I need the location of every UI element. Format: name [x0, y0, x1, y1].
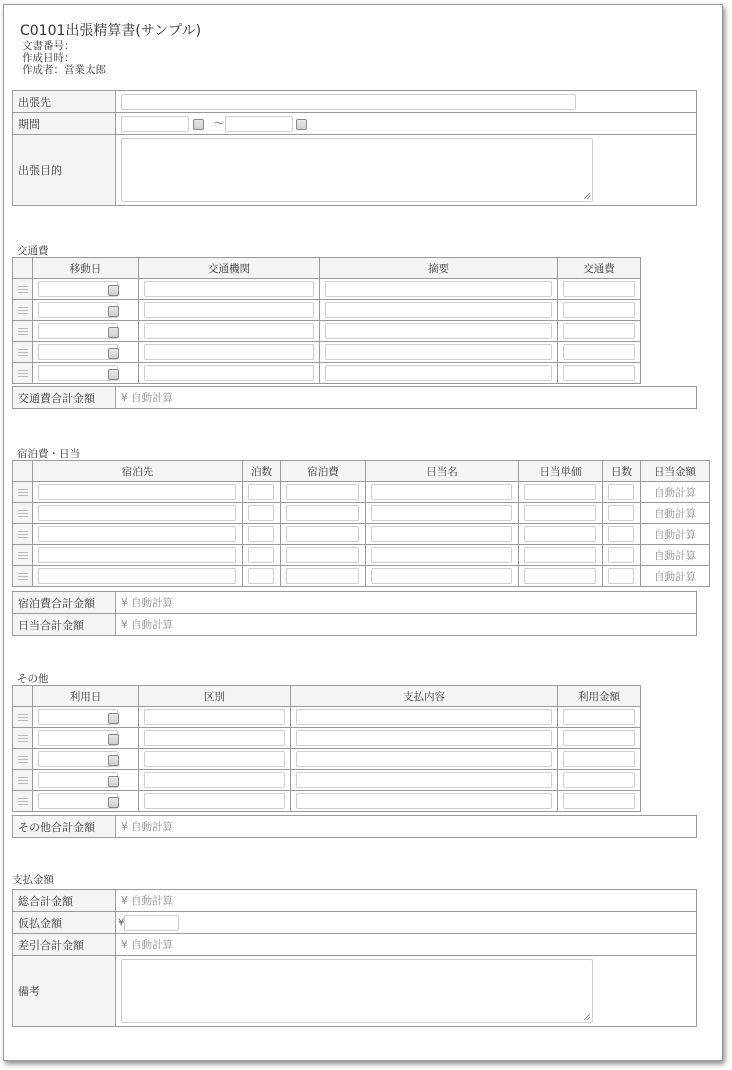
advance-input[interactable] — [124, 915, 179, 931]
period-end-input[interactable] — [225, 116, 293, 132]
input-cell — [366, 503, 519, 524]
lodging-total-value: ¥ 自動計算 — [116, 592, 697, 614]
text-input[interactable] — [608, 547, 634, 563]
text-input[interactable] — [371, 526, 512, 542]
date-cell — [33, 342, 139, 363]
grand-total-label: 総合計金額 — [13, 890, 116, 912]
column-header: 利用日 — [33, 686, 139, 707]
text-input[interactable] — [524, 526, 596, 542]
advance-label: 仮払金額 — [13, 912, 116, 934]
destination-input[interactable] — [121, 94, 576, 110]
text-input[interactable] — [608, 484, 634, 500]
text-input[interactable] — [144, 344, 314, 360]
created-at-label: 作成日時： — [22, 52, 75, 64]
allowance-amount-cell: 自動計算 — [641, 566, 710, 587]
table-row — [13, 342, 641, 363]
input-cell — [139, 770, 291, 791]
input-cell — [139, 749, 291, 770]
date-input[interactable] — [38, 730, 118, 746]
row-drag-handle[interactable] — [13, 300, 33, 321]
text-input[interactable] — [248, 526, 274, 542]
date-cell — [33, 728, 139, 749]
text-input[interactable] — [144, 709, 285, 725]
other-total-table — [12, 815, 697, 838]
text-input[interactable] — [144, 323, 314, 339]
input-cell — [243, 503, 281, 524]
calendar-icon[interactable] — [108, 306, 119, 317]
text-input[interactable] — [325, 302, 552, 318]
input-cell — [558, 707, 641, 728]
trip-info-table — [12, 90, 697, 206]
table-row — [13, 321, 641, 342]
text-input[interactable] — [248, 547, 274, 563]
text-input[interactable] — [563, 365, 635, 381]
transport-header-handle — [13, 258, 33, 279]
drag-handle-icon — [18, 286, 28, 293]
drag-handle-icon — [18, 756, 28, 763]
text-input[interactable] — [608, 526, 634, 542]
text-input[interactable] — [371, 484, 512, 500]
period-label: 期間 — [13, 113, 116, 135]
text-input[interactable] — [144, 365, 314, 381]
column-header: 宿泊先 — [33, 461, 243, 482]
input-cell — [139, 321, 320, 342]
input-cell — [243, 524, 281, 545]
text-input[interactable] — [296, 772, 552, 788]
table-row — [13, 524, 710, 545]
calendar-icon[interactable] — [108, 369, 119, 380]
allowance-total-value: ¥ 自動計算 — [116, 614, 697, 636]
input-cell — [366, 524, 519, 545]
drag-handle-icon — [18, 714, 28, 721]
transport-total-table — [12, 386, 697, 409]
input-cell — [366, 566, 519, 587]
input-cell — [558, 300, 641, 321]
column-header: 支払内容 — [291, 686, 558, 707]
column-header: 移動日 — [33, 258, 139, 279]
text-input[interactable] — [563, 344, 635, 360]
date-input[interactable] — [38, 751, 118, 767]
input-cell — [33, 482, 243, 503]
column-header: 交通費 — [558, 258, 641, 279]
text-input[interactable] — [296, 751, 552, 767]
input-cell — [291, 707, 558, 728]
text-input[interactable] — [371, 505, 512, 521]
text-input[interactable] — [524, 484, 596, 500]
column-header: 日当単価 — [519, 461, 603, 482]
calendar-icon[interactable] — [296, 119, 307, 130]
text-input[interactable] — [38, 484, 236, 500]
row-drag-handle[interactable] — [13, 503, 33, 524]
calendar-icon[interactable] — [108, 797, 119, 808]
text-input[interactable] — [286, 484, 359, 500]
text-input[interactable] — [563, 793, 635, 809]
column-header: 摘要 — [320, 258, 558, 279]
input-cell — [558, 279, 641, 300]
drag-handle-icon — [18, 489, 28, 496]
other-section-title: その他 — [17, 673, 49, 685]
calendar-icon[interactable] — [108, 327, 119, 338]
row-drag-handle[interactable] — [13, 545, 33, 566]
other-table — [12, 685, 641, 812]
input-cell — [558, 342, 641, 363]
input-cell — [366, 545, 519, 566]
purpose-label: 出張目的 — [13, 135, 116, 206]
row-drag-handle[interactable] — [13, 279, 33, 300]
column-header: 日当金額 — [641, 461, 710, 482]
date-cell — [33, 749, 139, 770]
payment-section-title: 支払金額 — [12, 874, 54, 886]
drag-handle-icon — [18, 328, 28, 335]
input-cell — [281, 524, 366, 545]
author-label: 作成者：営業太郎 — [22, 64, 106, 76]
transport-total-value: ¥ 自動計算 — [116, 387, 697, 409]
net-total-value: ¥ 自動計算 — [116, 934, 697, 956]
date-cell — [33, 707, 139, 728]
allowance-amount-cell: 自動計算 — [641, 482, 710, 503]
input-cell — [139, 342, 320, 363]
date-cell — [33, 279, 139, 300]
date-input[interactable] — [38, 344, 118, 360]
input-cell — [139, 279, 320, 300]
input-cell — [320, 363, 558, 384]
text-input[interactable] — [286, 505, 359, 521]
row-drag-handle[interactable] — [13, 770, 33, 791]
column-header: 日当名 — [366, 461, 519, 482]
date-cell — [33, 791, 139, 812]
other-header-handle — [13, 686, 33, 707]
text-input[interactable] — [144, 751, 285, 767]
input-cell — [558, 749, 641, 770]
transport-total-label: 交通費合計金額 — [13, 387, 116, 409]
drag-handle-icon — [18, 735, 28, 742]
drag-handle-icon — [18, 552, 28, 559]
lodging-section-title: 宿泊費・日当 — [17, 448, 80, 460]
page-title: C0101出張精算書(サンプル) — [20, 23, 202, 39]
purpose-textarea[interactable] — [121, 138, 593, 202]
input-cell — [291, 749, 558, 770]
text-input[interactable] — [286, 547, 359, 563]
input-cell — [320, 321, 558, 342]
date-input[interactable] — [38, 323, 118, 339]
input-cell — [33, 524, 243, 545]
text-input[interactable] — [371, 568, 512, 584]
date-input[interactable] — [38, 365, 118, 381]
drag-handle-icon — [18, 510, 28, 517]
input-cell — [291, 728, 558, 749]
calendar-icon[interactable] — [108, 734, 119, 745]
lodging-total-label: 宿泊費合計金額 — [13, 592, 116, 614]
calendar-icon[interactable] — [108, 776, 119, 787]
table-row — [13, 279, 641, 300]
text-input[interactable] — [248, 484, 274, 500]
date-input[interactable] — [38, 281, 118, 297]
date-input[interactable] — [38, 793, 118, 809]
input-cell — [519, 503, 603, 524]
remarks-textarea[interactable] — [121, 959, 593, 1023]
resize-handle-icon[interactable] — [584, 1014, 590, 1020]
destination-label: 出張先 — [13, 91, 116, 113]
input-cell — [291, 770, 558, 791]
allowance-amount-cell: 自動計算 — [641, 545, 710, 566]
table-row — [13, 749, 641, 770]
input-cell — [243, 566, 281, 587]
input-cell — [243, 545, 281, 566]
text-input[interactable] — [248, 505, 274, 521]
table-row — [13, 791, 641, 812]
calendar-icon[interactable] — [108, 348, 119, 359]
input-cell — [519, 545, 603, 566]
text-input[interactable] — [563, 302, 635, 318]
drag-handle-icon — [18, 573, 28, 580]
text-input[interactable] — [325, 281, 552, 297]
text-input[interactable] — [248, 568, 274, 584]
table-row — [13, 300, 641, 321]
input-cell — [603, 545, 641, 566]
period-start-input[interactable] — [121, 116, 189, 132]
input-cell — [33, 545, 243, 566]
input-cell — [603, 482, 641, 503]
calendar-icon[interactable] — [108, 713, 119, 724]
text-input[interactable] — [563, 772, 635, 788]
row-drag-handle[interactable] — [13, 728, 33, 749]
other-total-value: ¥ 自動計算 — [116, 816, 697, 838]
transport-table — [12, 257, 641, 384]
table-row — [13, 707, 641, 728]
row-drag-handle[interactable] — [13, 749, 33, 770]
net-total-label: 差引合計金額 — [13, 934, 116, 956]
table-row — [13, 545, 710, 566]
column-header: 泊数 — [243, 461, 281, 482]
other-total-label: その他合計金額 — [13, 816, 116, 838]
input-cell — [320, 342, 558, 363]
text-input[interactable] — [144, 281, 314, 297]
text-input[interactable] — [38, 505, 236, 521]
text-input[interactable] — [144, 302, 314, 318]
row-drag-handle[interactable] — [13, 524, 33, 545]
text-input[interactable] — [296, 709, 552, 725]
date-cell — [33, 770, 139, 791]
resize-handle-icon[interactable] — [584, 193, 590, 199]
advance-currency: ¥ — [118, 917, 125, 928]
input-cell — [139, 300, 320, 321]
doc-number-label: 文書番号： — [22, 40, 75, 52]
row-drag-handle[interactable] — [13, 791, 33, 812]
text-input[interactable] — [144, 772, 285, 788]
table-row — [13, 503, 710, 524]
text-input[interactable] — [563, 730, 635, 746]
text-input[interactable] — [608, 505, 634, 521]
allowance-amount-cell: 自動計算 — [641, 524, 710, 545]
table-row — [13, 482, 710, 503]
input-cell — [281, 545, 366, 566]
drag-handle-icon — [18, 798, 28, 805]
input-cell — [281, 566, 366, 587]
input-cell — [558, 363, 641, 384]
period-separator: ～ — [213, 117, 225, 130]
input-cell — [603, 503, 641, 524]
text-input[interactable] — [371, 547, 512, 563]
text-input[interactable] — [296, 793, 552, 809]
input-cell — [366, 482, 519, 503]
drag-handle-icon — [18, 370, 28, 377]
column-header: 利用金額 — [558, 686, 641, 707]
input-cell — [558, 728, 641, 749]
allowance-amount-cell: 自動計算 — [641, 503, 710, 524]
date-input[interactable] — [38, 302, 118, 318]
input-cell — [139, 363, 320, 384]
calendar-icon[interactable] — [193, 119, 204, 130]
date-cell — [33, 300, 139, 321]
input-cell — [33, 566, 243, 587]
input-cell — [243, 482, 281, 503]
text-input[interactable] — [286, 526, 359, 542]
input-cell — [281, 482, 366, 503]
text-input[interactable] — [38, 526, 236, 542]
calendar-icon[interactable] — [108, 755, 119, 766]
column-header: 区別 — [139, 686, 291, 707]
input-cell — [139, 707, 291, 728]
text-input[interactable] — [325, 344, 552, 360]
row-drag-handle[interactable] — [13, 321, 33, 342]
input-cell — [291, 791, 558, 812]
date-input[interactable] — [38, 772, 118, 788]
text-input[interactable] — [563, 709, 635, 725]
table-row — [13, 566, 710, 587]
drag-handle-icon — [18, 531, 28, 538]
table-row — [13, 770, 641, 791]
table-row — [13, 728, 641, 749]
row-drag-handle[interactable] — [13, 342, 33, 363]
date-cell — [33, 321, 139, 342]
input-cell — [558, 791, 641, 812]
text-input[interactable] — [325, 323, 552, 339]
text-input[interactable] — [325, 365, 552, 381]
input-cell — [519, 566, 603, 587]
payment-table — [12, 889, 697, 1027]
text-input[interactable] — [286, 568, 359, 584]
input-cell — [139, 728, 291, 749]
column-header: 交通機関 — [139, 258, 320, 279]
column-header: 日数 — [603, 461, 641, 482]
text-input[interactable] — [524, 568, 596, 584]
input-cell — [603, 566, 641, 587]
date-cell — [33, 363, 139, 384]
allowance-total-label: 日当合計金額 — [13, 614, 116, 636]
row-drag-handle[interactable] — [13, 566, 33, 587]
input-cell — [558, 321, 641, 342]
lodging-total-table — [12, 591, 697, 636]
text-input[interactable] — [608, 568, 634, 584]
input-cell — [33, 503, 243, 524]
lodging-header-handle — [13, 461, 33, 482]
input-cell — [320, 300, 558, 321]
input-cell — [603, 524, 641, 545]
input-cell — [320, 279, 558, 300]
drag-handle-icon — [18, 777, 28, 784]
text-input[interactable] — [563, 751, 635, 767]
input-cell — [281, 503, 366, 524]
calendar-icon[interactable] — [108, 285, 119, 296]
date-input[interactable] — [38, 709, 118, 725]
text-input[interactable] — [38, 547, 236, 563]
grand-total-value: ¥ 自動計算 — [116, 890, 697, 912]
drag-handle-icon — [18, 349, 28, 356]
drag-handle-icon — [18, 307, 28, 314]
text-input[interactable] — [563, 323, 635, 339]
text-input[interactable] — [563, 281, 635, 297]
input-cell — [519, 482, 603, 503]
column-header: 宿泊費 — [281, 461, 366, 482]
text-input[interactable] — [144, 793, 285, 809]
row-drag-handle[interactable] — [13, 363, 33, 384]
table-row — [13, 363, 641, 384]
remarks-label: 備考 — [13, 956, 116, 1027]
text-input[interactable] — [524, 547, 596, 563]
input-cell — [519, 524, 603, 545]
text-input[interactable] — [38, 568, 236, 584]
text-input[interactable] — [144, 730, 285, 746]
input-cell — [139, 791, 291, 812]
text-input[interactable] — [296, 730, 552, 746]
row-drag-handle[interactable] — [13, 482, 33, 503]
input-cell — [558, 770, 641, 791]
transport-section-title: 交通費 — [17, 245, 49, 257]
text-input[interactable] — [524, 505, 596, 521]
lodging-table — [12, 460, 710, 587]
row-drag-handle[interactable] — [13, 707, 33, 728]
